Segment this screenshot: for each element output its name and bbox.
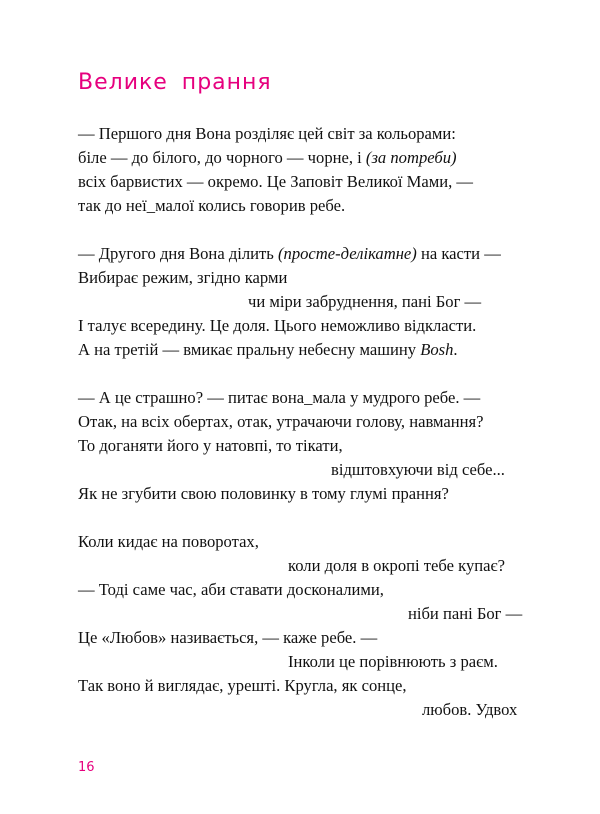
poem-line: Інколи це порівнюють з раєм. (288, 652, 498, 671)
poem-line: Отак, на всіх обертах, отак, утрачаючи голову, навмання? (78, 412, 484, 431)
poem-line: Коли кидає на поворотах, (78, 532, 259, 551)
italic-phrase: (просте-делікатне) (278, 244, 417, 263)
line-text: на касти — (416, 244, 501, 263)
poem-line: чи міри забруднення, пані Бог — (248, 292, 482, 311)
poem-line: І талує всередину. Це доля. Цього неможливо відкласти. (78, 316, 477, 335)
poem-line: Так воно й виглядає, урешті. Кругла, як сонце, (78, 676, 407, 695)
poem-line: так до неї_малої колись говорив ребе. (78, 196, 346, 215)
poem-title: Велике прання (78, 70, 272, 95)
poem-line: ніби пані Бог — (408, 604, 523, 623)
italic-brand: Bosh (420, 340, 454, 359)
poem-line: — Тоді саме час, аби ставати досконалими, (78, 580, 384, 599)
poem-line: любов. Удвох (422, 700, 518, 719)
line-text: — Другого дня Вона ділить (78, 244, 279, 263)
line-text: . (453, 340, 458, 359)
line-text: біле — до білого, до чорного — чорне, і (78, 148, 366, 167)
line-text: А на третій — вмикає пральну небесну машину (78, 340, 421, 359)
poem-line: коли доля в окропі тебе купає? (288, 556, 505, 575)
poem-line: — Першого дня Вона розділяє цей світ за кольорами: (78, 124, 456, 143)
poem-line: всіх барвистих — окремо. Це Заповіт Великої Мами, — (78, 172, 474, 191)
poem-line (78, 338, 548, 362)
poem-line (78, 242, 548, 266)
poem-line: Вибирає режим, згідно карми (78, 268, 288, 287)
poem-body (78, 122, 548, 722)
poem-line: відштовхуючи від себе... (331, 460, 505, 479)
poem-line: Як не згубити свою половинку в тому глумі прання? (78, 484, 449, 503)
poem-line: Це «Любов» називається, — каже ребе. — (78, 628, 378, 647)
page-number: 16 (78, 760, 95, 775)
poem-line: То доганяти його у натовпі, то тікати, (78, 436, 343, 455)
italic-phrase: (за потреби) (365, 148, 457, 167)
poem-line: — А це страшно? — питає вона_мала у мудрого ребе. — (78, 388, 481, 407)
poem-line (78, 146, 548, 170)
